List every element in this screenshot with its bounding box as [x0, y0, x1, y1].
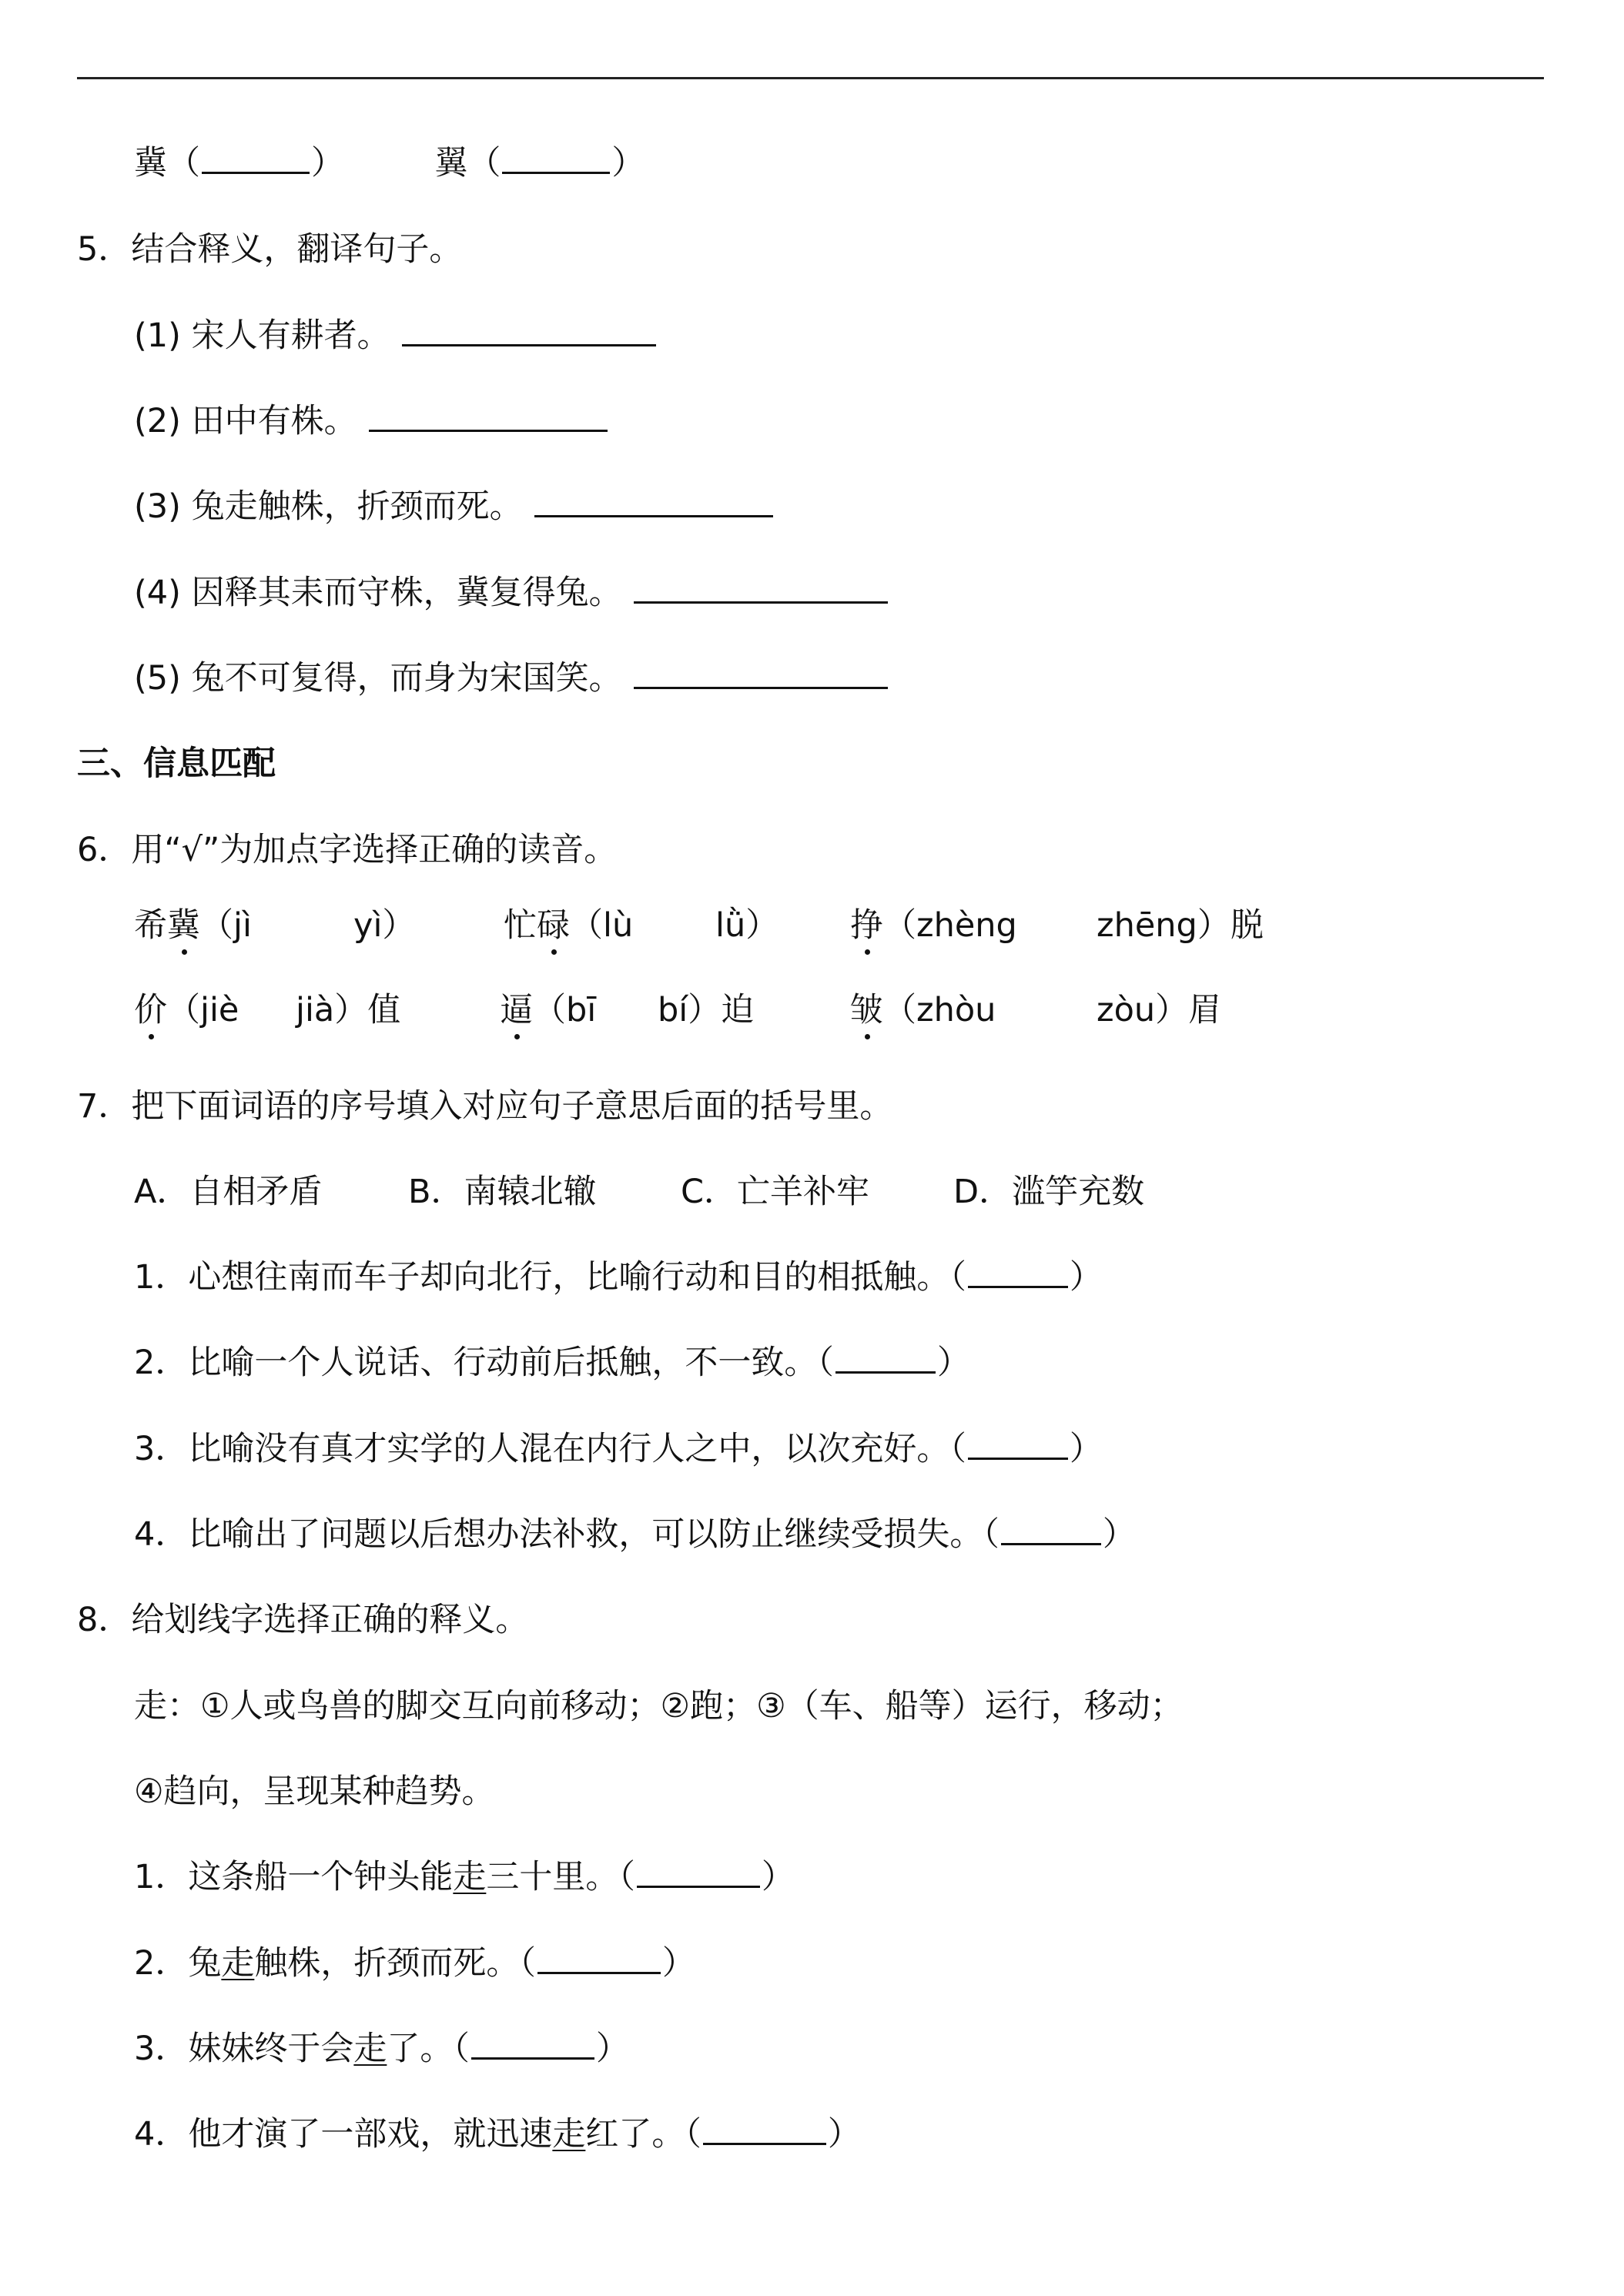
pinyin-item: 皱（zhòu: [850, 979, 996, 1041]
pinyin-row-1: [134, 895, 1366, 956]
header-rule: [77, 77, 1544, 79]
q4-char-b: 翼: [434, 144, 468, 182]
section-heading: 三、信息匹配: [77, 745, 276, 783]
pinyin-item: bí）迫: [658, 991, 755, 1029]
answer-blank[interactable]: [202, 139, 310, 174]
q8-item: 2．兔走触株，折颈而死。（ ）: [134, 1933, 695, 1994]
answer-blank[interactable]: [369, 397, 608, 432]
q7-item: 2．比喻一个人说话、行动前后抵触，不一致。（ ）: [134, 1332, 970, 1394]
q5-title: 5．结合释义，翻译句子。: [77, 230, 463, 269]
pinyin-item: 逼（bī: [500, 979, 596, 1041]
q8-item: 4．他才演了一部戏，就迅速走红了。（ ）: [134, 2104, 861, 2165]
option-b: B．南辕北辙: [408, 1173, 597, 1211]
q7-item: 1．心想往南而车子却向北行，比喻行动和目的相抵触。（ ）: [134, 1247, 1103, 1308]
q8-definitions-cont: ④趋向，呈现某种趋势。: [134, 1772, 495, 1811]
pinyin-option[interactable]: （jiè: [167, 991, 239, 1029]
q8-item: 3．妹妹终于会走了。（ ）: [134, 2018, 629, 2080]
q5-item: (1) 宋人有耕者。: [134, 305, 658, 366]
answer-blank[interactable]: [1001, 1510, 1101, 1545]
pinyin-option[interactable]: jià）: [296, 991, 368, 1029]
q5-item: (3) 兔走触株，折颈而死。: [134, 476, 775, 537]
pinyin-option[interactable]: （jì: [200, 906, 252, 945]
answer-blank[interactable]: [534, 482, 773, 517]
answer-blank[interactable]: [703, 2110, 826, 2145]
option-a: A．自相矛盾: [134, 1173, 323, 1211]
pinyin-item: jià）值: [296, 991, 401, 1029]
pinyin-item: 价（jiè: [134, 979, 239, 1041]
answer-blank[interactable]: [968, 1253, 1068, 1288]
q7-item: 3．比喻没有真才实学的人混在内行人之中，以次充好。（ ）: [134, 1418, 1103, 1480]
pinyin-option[interactable]: （zhèng: [883, 906, 1017, 945]
answer-blank[interactable]: [634, 654, 888, 689]
q5-item: (5) 兔不可复得，而身为宋国笑。: [134, 648, 889, 709]
pinyin-option[interactable]: zhēng）: [1097, 906, 1231, 945]
q8-title: 8．给划线字选择正确的释义。: [77, 1601, 529, 1639]
answer-blank[interactable]: [835, 1338, 936, 1374]
pinyin-option[interactable]: （lù: [570, 906, 634, 945]
q5-item: (4) 因释其耒而守株，冀复得兔。: [134, 562, 889, 624]
q6-title: 6．用“√”为加点字选择正确的读音。: [77, 831, 618, 869]
option-d: D．滥竽充数: [953, 1173, 1145, 1211]
pinyin-row-2: [134, 979, 1366, 1041]
q5-item: (2) 田中有株。: [134, 390, 609, 452]
answer-blank[interactable]: [402, 311, 656, 346]
q4-char-a: 冀: [134, 144, 167, 182]
pinyin-item: 希冀（jì: [134, 895, 252, 956]
pinyin-option[interactable]: bí）: [658, 991, 722, 1029]
pinyin-item: zòu）眉: [1097, 991, 1222, 1029]
q8-definitions: 走：①人或鸟兽的脚交互向前移动；②跑；③（车、船等）运行，移动；: [134, 1687, 1184, 1725]
option-c: C．亡羊补牢: [681, 1173, 870, 1211]
answer-blank[interactable]: [968, 1424, 1068, 1460]
q7-title: 7．把下面词语的序号填入对应句子意思后面的括号里。: [77, 1087, 893, 1126]
pinyin-option[interactable]: （zhòu: [883, 991, 996, 1029]
pinyin-option[interactable]: yì）: [353, 906, 416, 945]
answer-blank[interactable]: [537, 1939, 661, 1974]
pinyin-item: zhēng）脱: [1097, 906, 1264, 945]
q8-item: 1．这条船一个钟头能走三十里。（ ）: [134, 1846, 795, 1908]
answer-blank[interactable]: [502, 139, 610, 174]
pinyin-option[interactable]: lǜ）: [715, 906, 779, 945]
answer-blank[interactable]: [634, 568, 888, 604]
q7-item: 4．比喻出了问题以后想办法补救，可以防止继续受损失。（ ）: [134, 1504, 1136, 1565]
pinyin-item: 忙碌（lù: [504, 895, 633, 956]
q4-tail-row: 冀（ ） 翼（ ）: [134, 132, 645, 194]
pinyin-item: 挣（zhèng: [850, 895, 1017, 956]
q7-options: [134, 1161, 1366, 1223]
answer-blank[interactable]: [637, 1853, 760, 1888]
pinyin-option[interactable]: （bī: [533, 991, 597, 1029]
answer-blank[interactable]: [471, 2024, 594, 2060]
pinyin-option[interactable]: zòu）: [1097, 991, 1189, 1029]
